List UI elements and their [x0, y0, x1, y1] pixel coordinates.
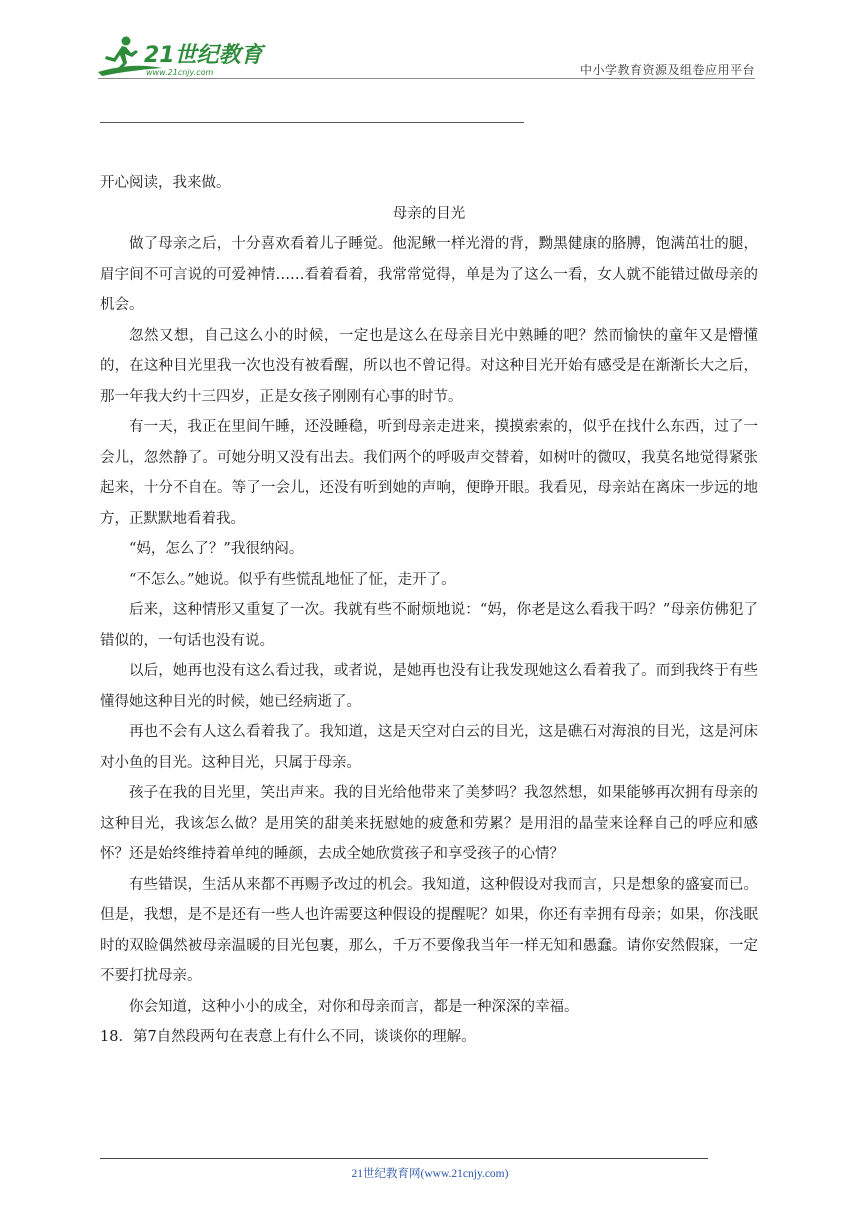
paragraph: “不怎么。”她说。似乎有些慌乱地怔了怔，走开了。 [129, 571, 456, 588]
paragraph: 有些错误，生活从来都不再赐予改过的机会。我知道，这种假设对我而言，只是想象的盛宴而已。但是，我想，是不是还有一些人也许需要这种假设的提醒呢？如果，你还有幸拥有母亲；如果，你浅眠时的双睑偶然被母亲温暖的目光包裹，那么，千万不要像我当年一样无知和愚蠢。请你安然假寐，一定不要打扰母亲。 [100, 876, 758, 984]
paragraph: “妈，怎么了？”我很纳闷。 [129, 541, 304, 557]
logo-wordmark: 21世纪教育 [144, 43, 263, 68]
paragraph: 做了母亲之后，十分喜欢看着儿子睡觉。他泥鳅一样光滑的背，黝黑健康的胳膊，饱满茁壮的腿，眉宇间不可言说的可爱神情……看着看着，我常常觉得，单是为了这么一看，女人就不能错过做母亲的机会。 [100, 236, 758, 313]
question-18: 18．第7自然段两句在表意上有什么不同，谈谈你的理解。 [100, 1029, 476, 1045]
paragraph: 以后，她再也没有这么看过我，或者说，是她再也没有让我发现她这么看着我了。而到我终于有些懂得她这种目光的时候，她已经病逝了。 [100, 663, 758, 710]
answer-blank-line [100, 122, 524, 123]
article-title: 母亲的目光 [392, 205, 466, 222]
paragraph: 忽然又想，自己这么小的时候，一定也是这么在母亲目光中熟睡的吧？然而愉快的童年又是懵懂的，在这种目光里我一次也没有被看醒，所以也不曾记得。对这种目光开始有感受是在渐渐长大之后，那一年我大约十三四岁，正是女孩子刚刚有心事的时节。 [100, 327, 758, 405]
document-body [100, 168, 758, 1053]
footer-link[interactable]: 21世纪教育网(www.21cnjy.com) [351, 1168, 509, 1180]
paragraph: 孩子在我的目光里，笑出声来。我的目光给他带来了美梦吗？我忽然想，如果能够再次拥有母亲的这种目光，我该怎么做？是用笑的甜美来抚慰她的疲惫和劳累？是用泪的晶莹来诠释自己的呼应和感怀？还是始终维持着单纯的睡颜，去成全她欣赏孩子和享受孩子的心情？ [100, 785, 758, 862]
page-header [0, 0, 860, 90]
paragraph: 再也不会有人这么看着我了。我知道，这是天空对白云的目光，这是礁石对海浪的目光，这是河床对小鱼的目光。这种目光，只属于母亲。 [100, 724, 758, 771]
logo [92, 32, 267, 80]
footer-divider [100, 1158, 708, 1159]
paragraph: 有一天，我正在里间午睡，还没睡稳，听到母亲走进来，摸摸索索的，似乎在找什么东西，过了一会儿，忽然静了。可她分明又没有出去。我们两个的呼吸声交替着，如树叶的微叹，我莫名地觉得紧张起来，十分不自在。等了一会儿，还没有听到她的声响，便睁开眼。我看见，母亲站在离床一步远的地方，正默默地看着我。 [100, 419, 758, 527]
intro-text: 开心阅读，我来做。 [100, 175, 231, 191]
paragraph: 后来，这种情形又重复了一次。我就有些不耐烦地说：“妈，你老是这么看我干吗？”母亲仿佛犯了错似的，一句话也没有说。 [100, 602, 758, 649]
logo-runner-icon [92, 32, 267, 80]
header-divider [98, 78, 755, 79]
paragraph: 你会知道，这种小小的成全，对你和母亲而言，都是一种深深的幸福。 [129, 998, 579, 1015]
logo-url: www.21cnjy.com [146, 68, 214, 77]
platform-name: 中小学教育资源及组卷应用平台 [579, 63, 755, 77]
